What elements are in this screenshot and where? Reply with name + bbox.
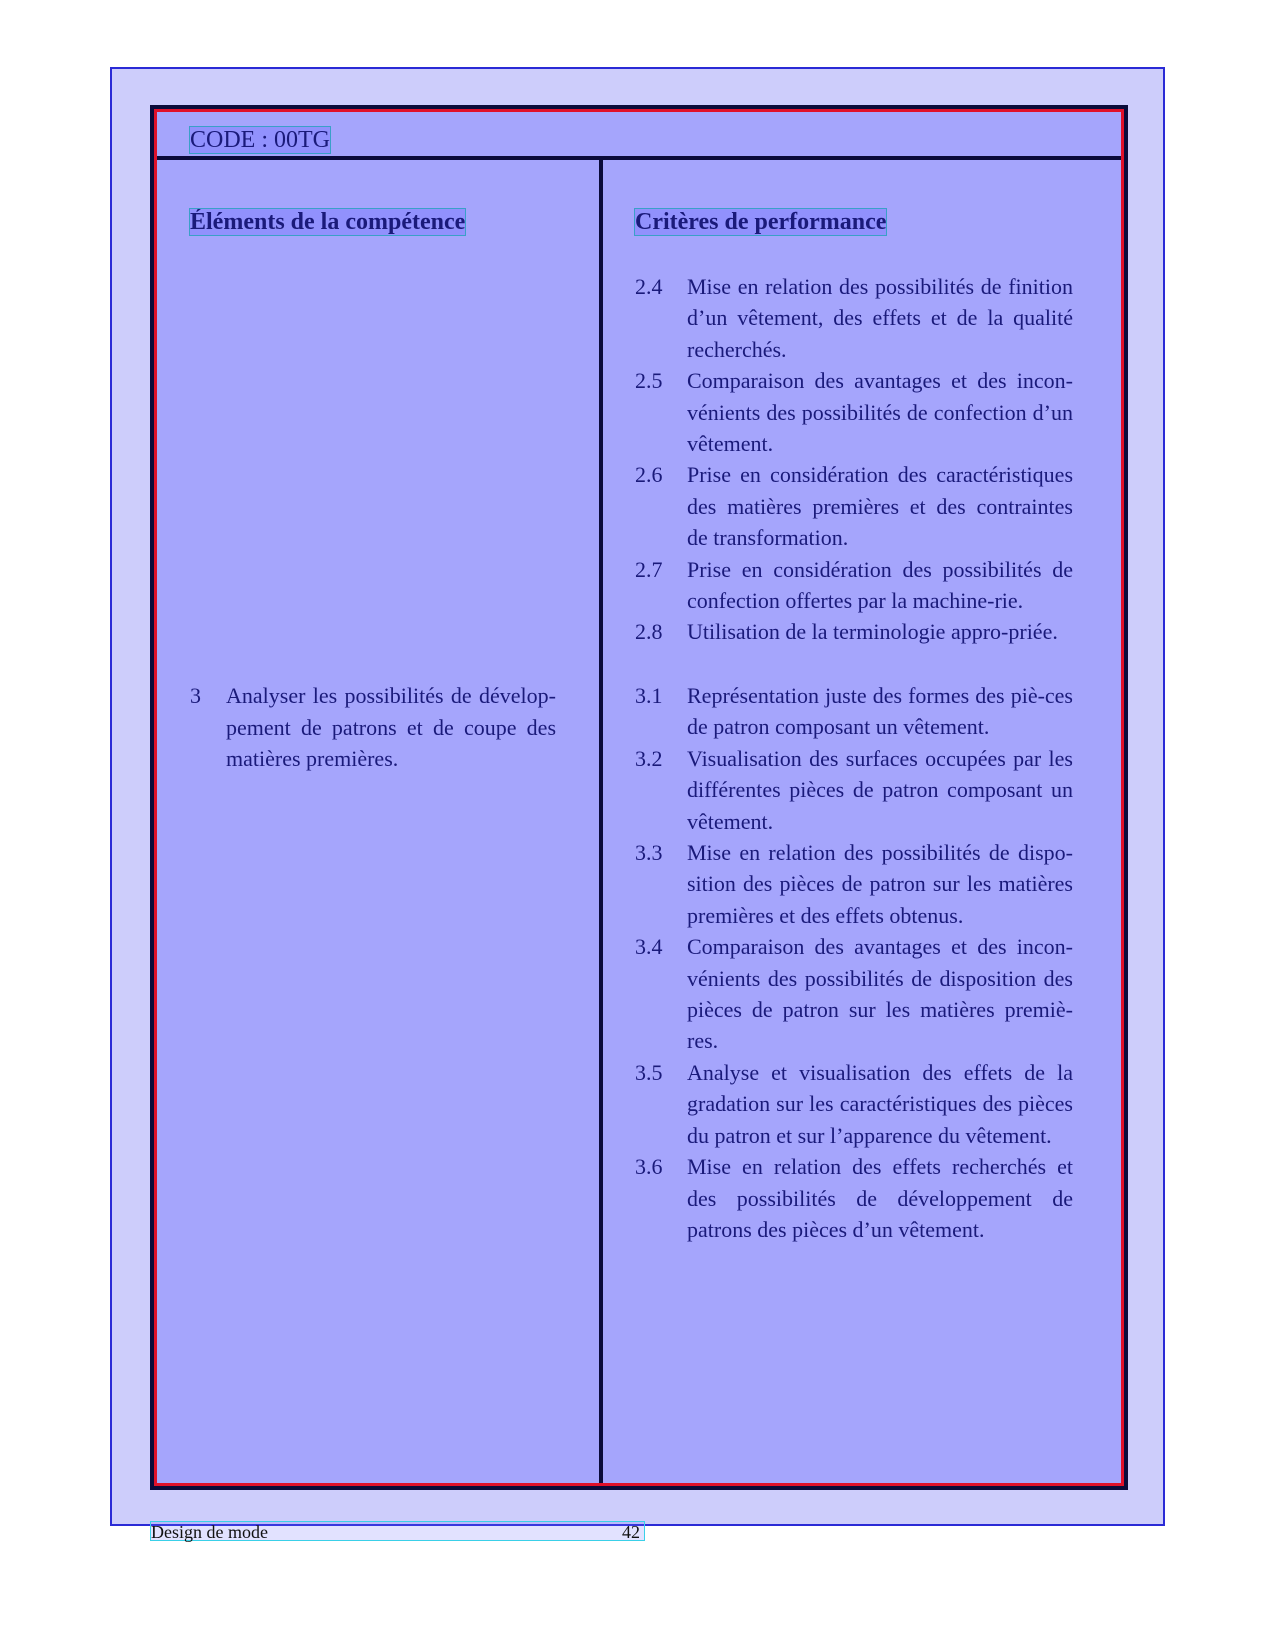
criterion-2-4 <box>635 271 1073 365</box>
criterion-text: Visualisation des surfaces occupées par les différentes pièces de patron composant un vêtement. <box>687 745 1073 834</box>
criterion-text: Analyse et visualisation des effets de la gradation sur les caractéristiques des pièces du patron et sur l’apparence du vêtement. <box>687 1059 1073 1148</box>
element-text: Analyser les possibilités de dévelop-pement de patrons et de coupe des matières premières. <box>226 683 556 771</box>
column-divider <box>599 156 603 1486</box>
criterion-number: 3.1 <box>635 683 663 708</box>
element-3 <box>190 680 600 775</box>
header-elements <box>190 209 600 235</box>
criterion-text: Comparaison des avantages et des incon-vénients des possibilités de confection d’un vêtement. <box>687 368 1073 457</box>
criterion-number: 2.8 <box>635 619 663 645</box>
criterion-3-4 <box>635 931 1073 1057</box>
criterion-2-5 <box>635 365 1073 459</box>
criterion-text: Prise en considération des possibilités de confection offertes par la machine-rie. <box>687 556 1073 614</box>
criterion-text: Utilisation de la terminologie appro-priée. <box>687 619 1058 645</box>
criterion-text: Prise en considération des caractéristiques des matières premières et des contraintes de transformation. <box>687 462 1073 551</box>
criterion-number: 3.6 <box>635 1154 663 1180</box>
criterion-3-3 <box>635 837 1073 931</box>
criterion-3-5 <box>635 1057 1073 1151</box>
header-criteres-text: Critères de performance <box>635 209 887 235</box>
criteria-list-3 <box>635 680 1073 1245</box>
element-number: 3 <box>190 683 201 708</box>
criterion-text: Représentation juste des formes des piè-ces de patron composant un vêtement. <box>687 683 1073 740</box>
header-criteres <box>635 209 886 235</box>
page-footer <box>150 1521 645 1541</box>
criterion-number: 3.3 <box>635 840 663 866</box>
criterion-number: 3.5 <box>635 1059 663 1085</box>
criterion-number: 2.7 <box>635 556 663 582</box>
criterion-text: Mise en relation des possibilités de finition d’un vêtement, des effets et de la qualité recherchés. <box>687 274 1073 362</box>
footer-program: Design de mode <box>151 1522 268 1542</box>
competence-table <box>150 105 1128 1490</box>
page-number: 42 <box>622 1522 640 1542</box>
criteria-list-2 <box>635 271 1073 648</box>
criterion-number: 2.4 <box>635 274 663 299</box>
criterion-number: 2.6 <box>635 462 663 488</box>
criterion-3-2 <box>635 743 1073 837</box>
criterion-number: 3.4 <box>635 934 663 960</box>
criterion-2-6 <box>635 459 1073 553</box>
criterion-2-8 <box>635 616 1073 647</box>
header-elements-text: Éléments de la compétence <box>190 209 466 235</box>
criterion-3-1 <box>635 680 1073 743</box>
criterion-text: Mise en relation des possibilités de dispo-sition des pièces de patron sur les matières premières et des effets obtenus. <box>687 840 1073 928</box>
code-label: CODE : 00TG <box>190 127 330 153</box>
code-row <box>154 109 1124 160</box>
criterion-text: Mise en relation des effets recherchés et des possibilités de développement de patrons des pièces d’un vêtement. <box>687 1154 1073 1242</box>
criterion-number: 2.5 <box>635 368 663 394</box>
criterion-2-7 <box>635 554 1073 617</box>
criterion-number: 3.2 <box>635 745 663 771</box>
criterion-3-6 <box>635 1151 1073 1245</box>
criterion-text: Comparaison des avantages et des incon-vénients des possibilités de disposition des pièces de patron sur les matières premiè-res. <box>687 934 1073 1054</box>
